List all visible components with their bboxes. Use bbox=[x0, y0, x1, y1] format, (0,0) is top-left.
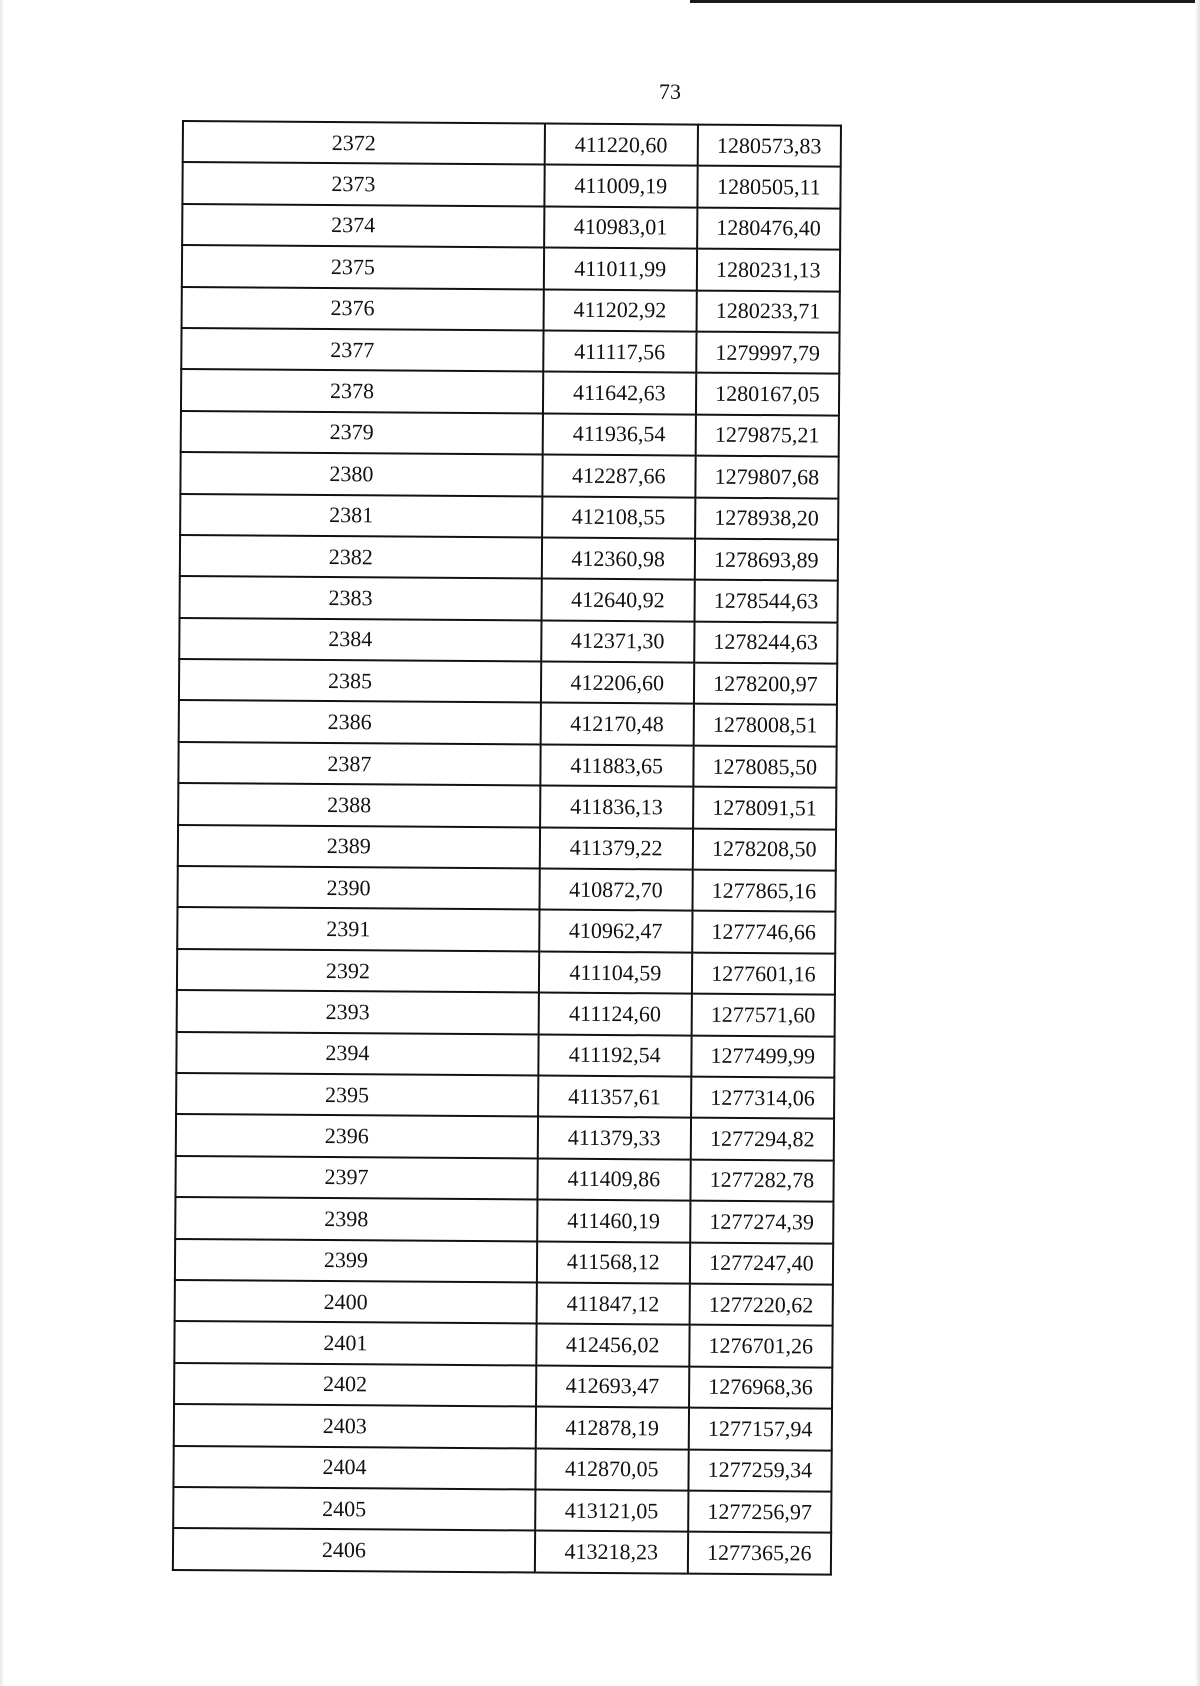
cell-text: 1277601,16 bbox=[711, 960, 816, 986]
cell-text: 1278200,97 bbox=[713, 670, 818, 697]
cell-text: 1277220,62 bbox=[708, 1291, 814, 1318]
x-coordinate-cell bbox=[540, 703, 693, 745]
x-coordinate-cell bbox=[537, 1158, 690, 1200]
cell-text: 2387 bbox=[327, 750, 372, 776]
cell-text: 413218,23 bbox=[564, 1538, 659, 1565]
table-row bbox=[182, 204, 840, 250]
table-row bbox=[176, 1073, 834, 1119]
cell-text: 1277247,40 bbox=[709, 1249, 814, 1276]
x-coordinate-cell bbox=[543, 330, 696, 372]
table-row bbox=[174, 1363, 832, 1409]
point-number-cell bbox=[180, 494, 542, 538]
table-row bbox=[179, 618, 837, 664]
cell-text: 1276701,26 bbox=[708, 1332, 814, 1359]
y-coordinate-cell bbox=[694, 580, 838, 622]
cell-text: 412371,30 bbox=[570, 628, 665, 654]
point-number-cell bbox=[174, 1321, 536, 1365]
table-row bbox=[179, 700, 837, 746]
y-coordinate-cell bbox=[688, 1532, 832, 1574]
table-row bbox=[182, 287, 840, 333]
cell-text: 411642,63 bbox=[572, 379, 666, 406]
table-row bbox=[179, 659, 837, 705]
table-row bbox=[178, 866, 836, 912]
cell-text: 1280167,05 bbox=[715, 380, 820, 407]
cell-text: 1278085,50 bbox=[712, 753, 818, 779]
cell-text: 411124,60 bbox=[569, 1000, 662, 1027]
y-coordinate-cell bbox=[693, 704, 837, 746]
cell-text: 412640,92 bbox=[571, 586, 665, 613]
cell-text: 2391 bbox=[326, 916, 371, 942]
cell-text: 2400 bbox=[323, 1288, 368, 1314]
point-number-cell bbox=[179, 659, 541, 703]
point-number-cell bbox=[181, 411, 543, 455]
point-number-cell bbox=[181, 328, 543, 372]
cell-text: 2393 bbox=[325, 998, 370, 1025]
table-row bbox=[176, 1114, 834, 1160]
table-row bbox=[181, 411, 839, 457]
point-number-cell bbox=[175, 1239, 537, 1283]
table-row bbox=[180, 535, 838, 581]
point-number-cell bbox=[175, 1197, 537, 1241]
table-row bbox=[177, 990, 835, 1036]
cell-text: 410872,70 bbox=[569, 876, 663, 903]
x-coordinate-cell bbox=[536, 1365, 689, 1407]
x-coordinate-cell bbox=[537, 1241, 690, 1283]
cell-text: 2395 bbox=[325, 1081, 370, 1108]
point-number-cell bbox=[179, 618, 541, 662]
x-coordinate-cell bbox=[536, 1282, 689, 1324]
cell-text: 412170,48 bbox=[570, 710, 664, 737]
x-coordinate-cell bbox=[538, 1075, 691, 1117]
cell-text: 1277259,34 bbox=[707, 1456, 813, 1483]
x-coordinate-cell bbox=[535, 1448, 688, 1490]
point-number-cell bbox=[176, 1114, 538, 1158]
cell-text: 1277274,39 bbox=[709, 1208, 815, 1235]
cell-text: 2392 bbox=[325, 957, 371, 983]
x-coordinate-cell bbox=[543, 413, 696, 455]
y-coordinate-cell bbox=[694, 621, 838, 663]
x-coordinate-cell bbox=[538, 1117, 691, 1159]
x-coordinate-cell bbox=[542, 496, 695, 538]
x-coordinate-cell bbox=[545, 124, 698, 166]
table-row bbox=[174, 1321, 832, 1367]
scan-edge-top bbox=[690, 0, 1200, 3]
cell-text: 2375 bbox=[330, 253, 375, 280]
cell-text: 1277571,60 bbox=[710, 1001, 816, 1028]
point-number-cell bbox=[173, 1528, 535, 1572]
cell-text: 2401 bbox=[323, 1330, 368, 1356]
point-number-cell bbox=[182, 245, 544, 289]
table-row bbox=[175, 1280, 833, 1326]
cell-text: 412870,05 bbox=[565, 1455, 659, 1482]
y-coordinate-cell bbox=[691, 1035, 835, 1077]
cell-text: 411117,56 bbox=[574, 338, 666, 365]
cell-text: 411460,19 bbox=[567, 1207, 661, 1234]
cell-text: 410962,47 bbox=[568, 917, 663, 944]
x-coordinate-cell bbox=[535, 1531, 688, 1573]
point-number-cell bbox=[177, 949, 539, 993]
point-number-cell bbox=[177, 990, 539, 1034]
cell-text: 411409,86 bbox=[567, 1166, 661, 1192]
cell-text: 1279807,68 bbox=[714, 463, 820, 490]
cell-text: 2396 bbox=[324, 1123, 369, 1149]
cell-text: 1280233,71 bbox=[715, 297, 821, 324]
cell-text: 411936,54 bbox=[572, 421, 666, 447]
cell-text: 2394 bbox=[325, 1040, 370, 1066]
y-coordinate-cell bbox=[693, 787, 837, 829]
y-coordinate-cell bbox=[697, 125, 841, 167]
cell-text: 1280573,83 bbox=[716, 132, 822, 159]
cell-text: 410983,01 bbox=[573, 214, 668, 240]
y-coordinate-cell bbox=[691, 994, 835, 1036]
y-coordinate-cell bbox=[694, 663, 838, 705]
cell-text: 411568,12 bbox=[566, 1248, 660, 1275]
cell-text: 1277865,16 bbox=[711, 877, 817, 904]
x-coordinate-cell bbox=[540, 827, 693, 869]
point-number-cell bbox=[177, 907, 539, 951]
table-row bbox=[180, 494, 838, 540]
y-coordinate-cell bbox=[695, 414, 839, 456]
x-coordinate-cell bbox=[536, 1324, 689, 1366]
x-coordinate-cell bbox=[541, 662, 694, 704]
cell-text: 411202,92 bbox=[573, 296, 667, 323]
cell-text: 2374 bbox=[331, 212, 376, 238]
cell-text: 412360,98 bbox=[571, 545, 666, 571]
table-row bbox=[183, 121, 841, 167]
point-number-cell bbox=[175, 1156, 537, 1200]
point-number-cell bbox=[178, 825, 540, 869]
cell-text: 411379,33 bbox=[567, 1124, 661, 1151]
y-coordinate-cell bbox=[696, 373, 840, 415]
cell-text: 412287,66 bbox=[571, 462, 666, 489]
point-number-cell bbox=[179, 700, 541, 744]
cell-text: 1278938,20 bbox=[714, 504, 819, 531]
page-number: 73 bbox=[659, 79, 681, 104]
cell-text: 2386 bbox=[327, 709, 372, 735]
point-number-cell bbox=[176, 1032, 538, 1076]
table-row bbox=[173, 1487, 831, 1533]
y-coordinate-cell bbox=[690, 1159, 834, 1201]
x-coordinate-cell bbox=[542, 455, 695, 497]
cell-text: 1277294,82 bbox=[709, 1125, 815, 1152]
cell-text: 1278091,51 bbox=[712, 794, 817, 821]
cell-text: 411104,59 bbox=[569, 959, 662, 985]
point-number-cell bbox=[180, 535, 542, 579]
table-row bbox=[176, 1032, 834, 1078]
x-coordinate-cell bbox=[544, 206, 697, 248]
cell-text: 1277282,78 bbox=[709, 1167, 815, 1193]
cell-text: 1277256,97 bbox=[707, 1498, 812, 1525]
cell-text: 413121,05 bbox=[564, 1497, 659, 1523]
y-coordinate-cell bbox=[688, 1449, 832, 1491]
point-number-cell bbox=[176, 1073, 538, 1117]
cell-text: 2385 bbox=[327, 667, 373, 694]
cell-text: 2381 bbox=[329, 502, 374, 528]
x-coordinate-cell bbox=[539, 869, 692, 911]
cell-text: 1278544,63 bbox=[713, 587, 819, 614]
x-coordinate-cell bbox=[542, 537, 695, 579]
cell-text: 1277157,94 bbox=[707, 1415, 813, 1442]
point-number-cell bbox=[182, 287, 544, 331]
point-number-cell bbox=[183, 121, 545, 165]
y-coordinate-cell bbox=[692, 828, 836, 870]
cell-text: 1277746,66 bbox=[711, 918, 817, 945]
cell-text: 412456,02 bbox=[565, 1331, 660, 1358]
cell-text: 2405 bbox=[322, 1495, 367, 1521]
cell-text: 2388 bbox=[327, 791, 372, 818]
cell-text: 2390 bbox=[326, 874, 371, 901]
cell-text: 1277365,26 bbox=[707, 1539, 812, 1566]
y-coordinate-cell bbox=[697, 207, 841, 249]
cell-text: 1280476,40 bbox=[716, 215, 821, 241]
y-coordinate-cell bbox=[690, 1201, 834, 1243]
cell-text: 2378 bbox=[329, 378, 375, 404]
cell-text: 1278244,63 bbox=[713, 629, 819, 655]
table-row bbox=[180, 452, 838, 498]
y-coordinate-cell bbox=[693, 745, 837, 787]
x-coordinate-cell bbox=[538, 993, 691, 1035]
y-coordinate-cell bbox=[692, 911, 836, 953]
point-number-cell bbox=[182, 204, 544, 248]
x-coordinate-cell bbox=[535, 1489, 688, 1531]
point-number-cell bbox=[180, 576, 542, 620]
cell-text: 1278208,50 bbox=[711, 836, 817, 862]
table-row bbox=[173, 1445, 831, 1491]
point-number-cell bbox=[178, 866, 540, 910]
cell-text: 411192,54 bbox=[568, 1042, 661, 1068]
cell-text: 2406 bbox=[321, 1536, 367, 1563]
x-coordinate-cell bbox=[540, 786, 693, 828]
cell-text: 2402 bbox=[322, 1371, 368, 1397]
table-row bbox=[181, 328, 839, 374]
table-row bbox=[175, 1156, 833, 1202]
x-coordinate-cell bbox=[543, 289, 696, 331]
cell-text: 2383 bbox=[328, 585, 373, 611]
point-number-cell bbox=[174, 1363, 536, 1407]
table-row bbox=[181, 369, 839, 415]
cell-text: 1278008,51 bbox=[712, 711, 818, 738]
point-number-cell bbox=[178, 783, 540, 827]
table-row bbox=[175, 1197, 833, 1243]
point-number-cell bbox=[175, 1280, 537, 1324]
y-coordinate-cell bbox=[689, 1325, 833, 1367]
point-number-cell bbox=[173, 1487, 535, 1531]
cell-text: 2380 bbox=[329, 460, 374, 487]
cell-text: 411883,65 bbox=[570, 752, 664, 778]
y-coordinate-cell bbox=[695, 456, 839, 498]
point-number-cell bbox=[180, 452, 542, 496]
y-coordinate-cell bbox=[696, 290, 840, 332]
y-coordinate-cell bbox=[695, 497, 839, 539]
scan-edge-left bbox=[0, 0, 4, 1686]
table-row bbox=[178, 825, 836, 871]
table-row bbox=[178, 783, 836, 829]
cell-text: 2372 bbox=[331, 129, 376, 156]
y-coordinate-cell bbox=[688, 1408, 832, 1450]
coordinates-table bbox=[172, 120, 842, 1575]
cell-text: 2373 bbox=[331, 171, 376, 197]
cell-text: 1280231,13 bbox=[715, 256, 821, 283]
point-number-cell bbox=[173, 1445, 535, 1489]
table-row bbox=[175, 1239, 833, 1285]
cell-text: 2399 bbox=[323, 1247, 369, 1273]
cell-text: 411011,99 bbox=[574, 255, 667, 282]
y-coordinate-cell bbox=[696, 332, 840, 374]
cell-text: 2376 bbox=[330, 295, 375, 321]
cell-text: 411009,19 bbox=[574, 172, 668, 199]
coordinates-table-body bbox=[173, 121, 841, 1574]
cell-text: 412108,55 bbox=[571, 503, 666, 530]
point-number-cell bbox=[182, 162, 544, 206]
cell-text: 2379 bbox=[329, 419, 374, 445]
x-coordinate-cell bbox=[537, 1200, 690, 1242]
x-coordinate-cell bbox=[538, 1034, 691, 1076]
cell-text: 1278693,89 bbox=[713, 546, 819, 573]
cell-text: 412206,60 bbox=[570, 669, 665, 696]
cell-text: 1279997,79 bbox=[715, 339, 821, 366]
table-row bbox=[182, 245, 840, 291]
point-number-cell bbox=[178, 742, 540, 786]
table-row bbox=[173, 1528, 831, 1574]
table-row bbox=[174, 1404, 832, 1450]
cell-text: 412878,19 bbox=[565, 1414, 659, 1441]
x-coordinate-cell bbox=[541, 620, 694, 662]
y-coordinate-cell bbox=[690, 1118, 834, 1160]
table-row bbox=[182, 162, 840, 208]
cell-text: 2377 bbox=[330, 336, 375, 362]
y-coordinate-cell bbox=[697, 166, 841, 208]
cell-text: 1277314,06 bbox=[710, 1084, 815, 1111]
y-coordinate-cell bbox=[688, 1490, 832, 1532]
cell-text: 412693,47 bbox=[565, 1373, 660, 1399]
cell-text: 411379,22 bbox=[569, 835, 663, 861]
cell-text: 2403 bbox=[322, 1412, 367, 1439]
cell-text: 1280505,11 bbox=[716, 173, 821, 200]
x-coordinate-cell bbox=[544, 248, 697, 290]
y-coordinate-cell bbox=[692, 870, 836, 912]
cell-text: 2384 bbox=[328, 626, 373, 652]
y-coordinate-cell bbox=[689, 1366, 833, 1408]
x-coordinate-cell bbox=[539, 951, 692, 993]
cell-text: 2397 bbox=[324, 1164, 369, 1190]
cell-text: 411847,12 bbox=[566, 1290, 660, 1316]
cell-text: 1277499,99 bbox=[710, 1042, 816, 1069]
cell-text: 2398 bbox=[324, 1205, 369, 1232]
cell-text: 1276968,36 bbox=[708, 1374, 813, 1400]
y-coordinate-cell bbox=[695, 538, 839, 580]
cell-text: 1279875,21 bbox=[714, 422, 820, 448]
x-coordinate-cell bbox=[539, 910, 692, 952]
table-row bbox=[178, 742, 836, 788]
point-number-cell bbox=[174, 1404, 536, 1448]
x-coordinate-cell bbox=[536, 1407, 689, 1449]
y-coordinate-cell bbox=[692, 952, 836, 994]
x-coordinate-cell bbox=[540, 744, 693, 786]
cell-text: 411357,61 bbox=[568, 1083, 661, 1110]
y-coordinate-cell bbox=[691, 1077, 835, 1119]
cell-text: 411220,60 bbox=[574, 131, 668, 158]
y-coordinate-cell bbox=[690, 1242, 834, 1284]
cell-text: 2382 bbox=[328, 543, 373, 569]
scan-edge-right bbox=[1195, 0, 1200, 1686]
cell-text: 411836,13 bbox=[570, 793, 663, 820]
x-coordinate-cell bbox=[543, 372, 696, 414]
cell-text: 2404 bbox=[322, 1454, 367, 1480]
point-number-cell bbox=[181, 369, 543, 413]
x-coordinate-cell bbox=[544, 165, 697, 207]
table-row bbox=[177, 949, 835, 995]
y-coordinate-cell bbox=[689, 1284, 833, 1326]
cell-text: 2389 bbox=[326, 833, 371, 859]
y-coordinate-cell bbox=[697, 249, 841, 291]
x-coordinate-cell bbox=[541, 579, 694, 621]
table-row bbox=[177, 907, 835, 953]
table-row bbox=[180, 576, 838, 622]
